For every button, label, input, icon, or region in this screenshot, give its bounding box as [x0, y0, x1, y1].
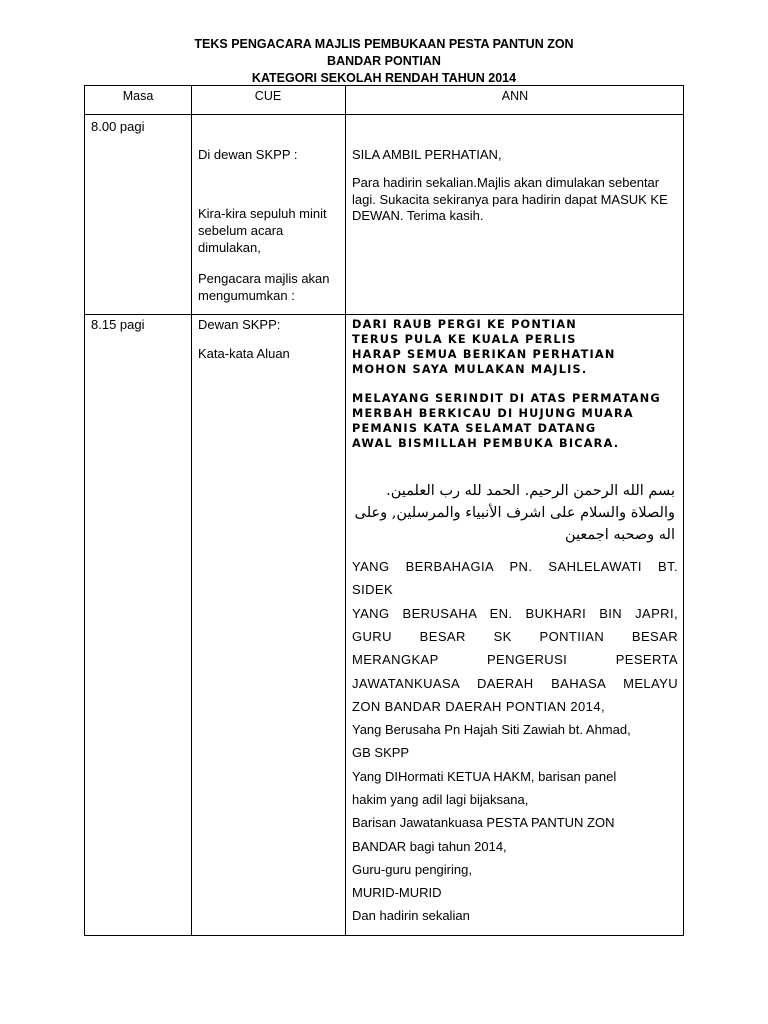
pantun-line: TERUS PULA KE KUALA PERLIS — [352, 333, 577, 346]
greeting-line-10: Yang DIHormati KETUA HAKM, barisan panel — [352, 769, 617, 784]
row2-time: 8.15 pagi — [91, 317, 145, 332]
greeting-line-5: MERANGKAP PENGERUSI PESERTA — [352, 652, 678, 667]
greeting-line-4: GURU BESAR SK PONTIIAN BESAR — [352, 629, 678, 644]
header-masa: Masa — [122, 89, 154, 103]
greeting-line-13: BANDAR bagi tahun 2014, — [352, 839, 507, 854]
title-line-1: TEKS PENGACARA MAJLIS PEMBUKAAN PESTA PANTUN ZON — [194, 37, 574, 51]
row-divider — [85, 314, 683, 315]
header-row-divider — [85, 114, 683, 115]
header-ann: ANN — [501, 89, 529, 103]
pantun-line: MELAYANG SERINDIT DI ATAS PERMATANG — [352, 392, 661, 405]
greeting-line-1: YANG BERBAHAGIA PN. SAHLELAWATI BT. — [352, 559, 678, 574]
pantun-verse-1 — [352, 317, 615, 377]
arabic-invocation: بسم الله الرحمن الرحيم. الحمد لله رب العلمين. والصلاة والسلام على اشرف الأنبياء والمرسلين, وعلى اله وصحبه اجمعين — [354, 483, 675, 543]
row1-cue-location: Di dewan SKPP : — [198, 147, 298, 162]
greeting-line-16: Dan hadirin sekalian — [352, 908, 470, 923]
pantun-line: DARI RAUB PERGI KE PONTIAN — [352, 318, 577, 331]
header-cue: CUE — [254, 89, 282, 103]
greeting-line-9: GB SKPP — [352, 745, 410, 760]
document-title — [0, 36, 768, 87]
row2-cue-location: Dewan SKPP: — [198, 317, 281, 332]
row2-cue-aluan: Kata-kata Aluan — [198, 346, 290, 361]
schedule-table — [84, 85, 684, 936]
greeting-line-6: JAWATANKUASA DAERAH BAHASA MELAYU — [352, 676, 678, 691]
row1-ann-attention: SILA AMBIL PERHATIAN, — [352, 147, 502, 162]
greeting-line-11: hakim yang adil lagi bijaksana, — [352, 792, 529, 807]
pantun-line: HARAP SEMUA BERIKAN PERHATIAN — [352, 348, 616, 361]
greeting-line-7: ZON BANDAR DAERAH PONTIAN 2014, — [352, 699, 605, 714]
pantun-verse-2 — [352, 391, 661, 451]
greeting-line-8: Yang Berusaha Pn Hajah Siti Zawiah bt. Ahmad, — [352, 722, 631, 737]
greeting-line-15: MURID-MURID — [352, 885, 442, 900]
row1-time: 8.00 pagi — [91, 119, 145, 134]
greeting-line-14: Guru-guru pengiring, — [352, 862, 472, 877]
row1-cue-announce: Pengacara majlis akan mengumumkan : — [198, 271, 330, 303]
pantun-line: PEMANIS KATA SELAMAT DATANG — [352, 422, 597, 435]
greeting-line-3: YANG BERUSAHA EN. BUKHARI BIN JAPRI, — [352, 606, 678, 621]
column-divider-1 — [191, 86, 192, 935]
pantun-line: MOHON SAYA MULAKAN MAJLIS. — [352, 363, 588, 376]
pantun-line: AWAL BISMILLAH PEMBUKA BICARA. — [352, 437, 620, 450]
row1-ann-message: Para hadirin sekalian.Majlis akan dimulakan sebentar lagi. Sukacita sekiranya para hadirin dapat MASUK KE DEWAN. Terima kasih. — [352, 175, 668, 223]
row1-cue-timing: Kira-kira sepuluh minit sebelum acara dimulakan, — [198, 206, 327, 255]
greeting-line-12: Barisan Jawatankuasa PESTA PANTUN ZON — [352, 815, 615, 830]
greeting-line-2: SIDEK — [352, 582, 394, 597]
pantun-line: MERBAH BERKICAU DI HUJUNG MUARA — [352, 407, 634, 420]
title-line-2: BANDAR PONTIAN — [327, 54, 441, 68]
title-line-3: KATEGORI SEKOLAH RENDAH TAHUN 2014 — [251, 71, 517, 85]
